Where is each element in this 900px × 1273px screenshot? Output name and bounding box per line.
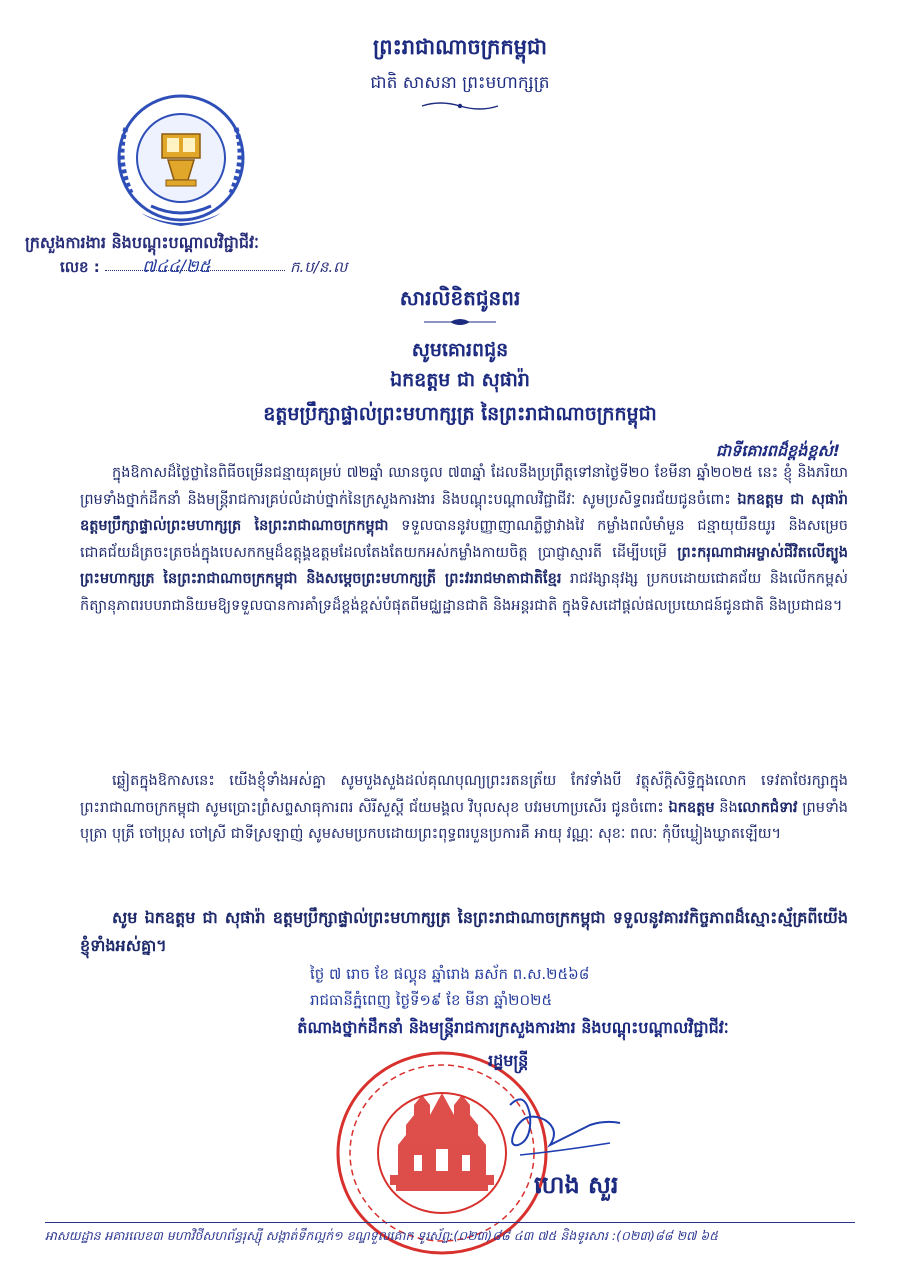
p1-royal-titles: ព្រះករុណាជាអម្ចាស់ជីវិតលើត្បូង ព្រះមហាក្សត្រ នៃព្រះរាជាណាចក្រកម្ពុជា និងសម្តេចព្រះមហាក្សត្រី ព្រះវររាជមាតាជាតិខ្មែរ (80, 544, 848, 587)
ministry-name: ក្រសួងការងារ និងបណ្តុះបណ្តាលវិជ្ជាជីវៈ (25, 233, 259, 252)
signer-name: ហេង សួរ (534, 1171, 619, 1199)
body-paragraph-3: សូម ឯកឧត្តម ជា សុផារ៉ា ឧត្តមប្រឹក្សាផ្ទាល់ព្រះមហាក្សត្រ នៃព្រះរាជាណាចក្រកម្ពុជា ទទួលនូវគារវកិច្ចភាពដ៏ស្មោះស្ម័គ្រពីយើងខ្ញុំទាំងអស់គ្នា។ (80, 908, 848, 955)
ministry-logo (106, 88, 256, 238)
p1-text-a: ក្នុងឱកាសដ៏ថ្លៃថ្លានៃពិធីចម្រើនជន្មាយុគម្រប់ ៧២ឆ្នាំ ឈានចូល ៧៣ឆ្នាំ ដែលនឹងប្រព្រឹត្តទៅនាថ្ងៃទី២០ ខែមីនា ឆ្នាំ២០២៥ នេះ ខ្ញុំ និងភរិយា ព្រមទាំងថ្នាក់ដឹកនាំ និងមន្ត្រីរាជការគ្រប់លំដាប់ថ្នាក់នៃក្រសួងការងារ និងបណ្តុះបណ្តាលវិជ្ជាជីវៈ សូមប្រសិទ្ធពរជ័យជូនចំពោះ (80, 465, 848, 508)
p2-lok-chumteav: លោកជំទាវ (737, 799, 798, 816)
handwritten-signature (470, 1085, 630, 1165)
p2-text-e: ព្រមទាំងបុត្រា បុត្រី ចៅប្រុស ចៅស្រី ជាទីស្រឡាញ់ សូមសមប្រកបដោយព្រះពុទ្ធពរបួនប្រការគឺ អាយុ វណ្ណៈ សុខៈ ពលៈ កុំបីឃ្លៀងឃ្លាតឡើយ។ (80, 799, 848, 842)
kingdom-title: ព្រះរាជាណាចក្រកម្ពុជា (372, 35, 547, 59)
body-paragraph-2 (80, 768, 848, 848)
p2-text-a: ឆ្លៀតក្នុងឱកាសនេះ យើងខ្ញុំទាំងអស់គ្នា សូមបួងសួងដល់គុណបុណ្យព្រះរតនត្រ័យ កែវទាំងបី វត្ថុស័ក្តិសិទ្ធិក្នុងលោក ទេវតាថែរក្សាក្នុងព្រះរាជាណាចក្រកម្ពុជា សូមប្រោះព្រំសព្ទសាធុការពរ សិរីសួស្តី ជ័យមង្គល វិបុលសុខ បវរមហាប្រសើរ ជូនចំពោះ (80, 773, 848, 816)
honoree-position: ឧត្តមប្រឹក្សាផ្ទាល់ព្រះមហាក្សត្រ នៃព្រះរាជាណាចក្រកម្ពុជា (263, 403, 657, 425)
ornament-divider (420, 100, 500, 112)
reference-suffix: ក.ប/ន.ល (290, 258, 348, 276)
greeting-line: សូមគោរពជូន (411, 339, 509, 361)
document-title: សារលិខិតជូនពរ (399, 286, 521, 310)
signatory-title: តំណាងថ្នាក់ដឹកនាំ និងមន្ត្រីរាជការក្រសួងការងារ និងបណ្តុះបណ្តាលវិជ្ជាជីវៈ (297, 1018, 729, 1037)
lunar-date: ថ្ងៃ ៧ រោច ខែ ផល្គុន ឆ្នាំរោង ឆស័ក ព.ស.២៥៦៨ (310, 965, 590, 983)
body-paragraph-1 (80, 460, 848, 619)
p1-text-c: ទទួលបាននូវបញ្ញាញាណភ្លឺថ្លាវាងវៃ កម្លាំងពលំមាំមួន ជន្មាយុយឺនយូរ និងសម្រេចជោគជ័យដ៏ត្រចះត្រចង់ក្នុងបេសកកម្មដ៏ឧត្តុង្គឧត្តមដែលតែងតែយកអស់កម្លាំងកាយចិត្ត ប្រាជ្ញាស្មារតី ដើម្បីបម្រើ (80, 518, 849, 561)
title-ornament (420, 317, 500, 327)
p1-honoree: ឯកឧត្តម ជា សុផារ៉ា ឧត្តមប្រឹក្សាផ្ទាល់ព្រះមហាក្សត្រ នៃព្រះរាជាណាចក្រកម្ពុជា (80, 491, 848, 534)
footer-address: អាសយដ្ឋាន អគារលេខ៣ មហាវិថីសហព័ន្ធរុស្ស៊ី សង្កាត់ទឹកល្អក់១ ខណ្ឌទួលគោក ទូរស័ព្ទ:(០២៣)៨៨ ៤៣ ៧៥ និងទូរសារ :(០២៣)៨៨ ២៧ ៦៥ (45, 1228, 718, 1243)
minister-label: រដ្ឋមន្ត្រី (488, 1051, 529, 1070)
honoree-name: ឯកឧត្តម ជា សុផារ៉ា (390, 369, 530, 391)
reference-label: លេខ : (60, 258, 100, 276)
p1-text-e: រាជវង្សានុវង្ស ប្រកបដោយជោគជ័យ និងលើកកម្ពស់កិត្យានុភាពរបបរាជានិយមឱ្យទទួលបានការគាំទ្រដ៏ខ្ពង់ខ្ពស់បំផុតពីមជ្ឈដ្ឋានជាតិ និងអន្តរជាតិ ក្នុងទិសដៅផ្តល់ផលប្រយោជន៍ជូនជាតិ និងប្រជាជន។ (80, 571, 848, 614)
civil-date: រាជធានីភ្នំពេញ ថ្ងៃទី១៩ ខែ មីនា ឆ្នាំ២០២៥ (310, 991, 553, 1009)
reference-line (60, 256, 390, 284)
p2-and: និង (714, 799, 738, 816)
p2-excellency: ឯកឧត្តម (668, 799, 715, 816)
footer-rule (45, 1222, 855, 1223)
respect-phrase: ជាទីគោរពដ៏ខ្ពង់ខ្ពស់! (715, 441, 840, 460)
national-motto: ជាតិ សាសនា ព្រះមហាក្សត្រ (370, 73, 550, 93)
reference-number: ៧៤៤/២៥ (142, 257, 211, 277)
